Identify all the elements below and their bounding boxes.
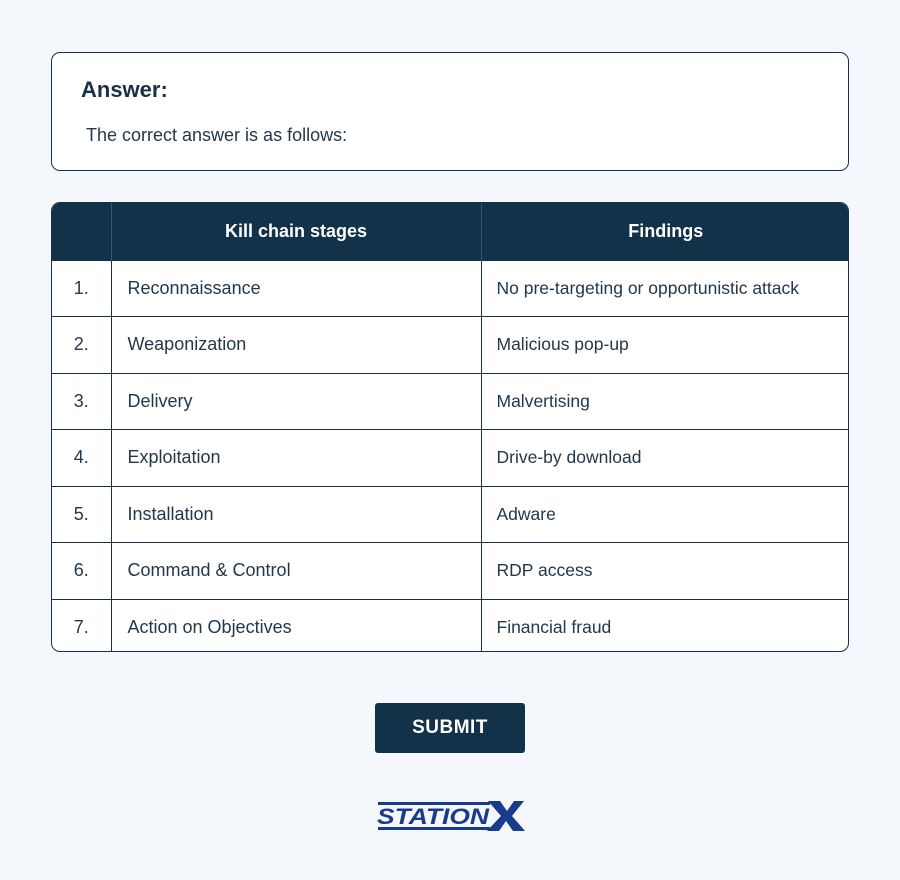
- stage-cell: Action on Objectives: [111, 599, 481, 652]
- header-findings: Findings: [481, 203, 849, 260]
- stage-cell: Weaponization: [111, 317, 481, 374]
- answer-title: Answer:: [81, 77, 168, 102]
- stationx-logo: [376, 800, 526, 832]
- row-number: 3.: [52, 373, 111, 430]
- table-row: [52, 543, 849, 600]
- stage-cell: Command & Control: [111, 543, 481, 600]
- submit-button[interactable]: SUBMIT: [375, 703, 525, 753]
- header-kill-chain-stages: Kill chain stages: [111, 203, 481, 260]
- row-number: 1.: [52, 260, 111, 317]
- row-number: 6.: [52, 543, 111, 600]
- finding-cell: No pre-targeting or opportunistic attack: [481, 260, 849, 317]
- finding-cell: Financial fraud: [481, 599, 849, 652]
- row-number: 2.: [52, 317, 111, 374]
- table-row: [52, 317, 849, 374]
- row-number: 7.: [52, 599, 111, 652]
- stage-cell: Exploitation: [111, 430, 481, 487]
- table-row: [52, 260, 849, 317]
- finding-cell: Malvertising: [481, 373, 849, 430]
- table-row: [52, 430, 849, 487]
- row-number: 4.: [52, 430, 111, 487]
- logo-wordmark: STATION: [377, 804, 491, 829]
- logo-x-mark: [487, 801, 525, 831]
- answer-box: [51, 52, 849, 171]
- finding-cell: Malicious pop-up: [481, 317, 849, 374]
- table-row: [52, 486, 849, 543]
- kill-chain-table: [51, 202, 849, 652]
- row-number: 5.: [52, 486, 111, 543]
- header-number: [52, 203, 111, 260]
- stage-cell: Reconnaissance: [111, 260, 481, 317]
- finding-cell: Drive-by download: [481, 430, 849, 487]
- stage-cell: Delivery: [111, 373, 481, 430]
- table-row: [52, 373, 849, 430]
- answer-text: The correct answer is as follows:: [86, 125, 348, 145]
- finding-cell: RDP access: [481, 543, 849, 600]
- finding-cell: Adware: [481, 486, 849, 543]
- stage-cell: Installation: [111, 486, 481, 543]
- table-row: [52, 599, 849, 652]
- table-header-row: [52, 203, 849, 260]
